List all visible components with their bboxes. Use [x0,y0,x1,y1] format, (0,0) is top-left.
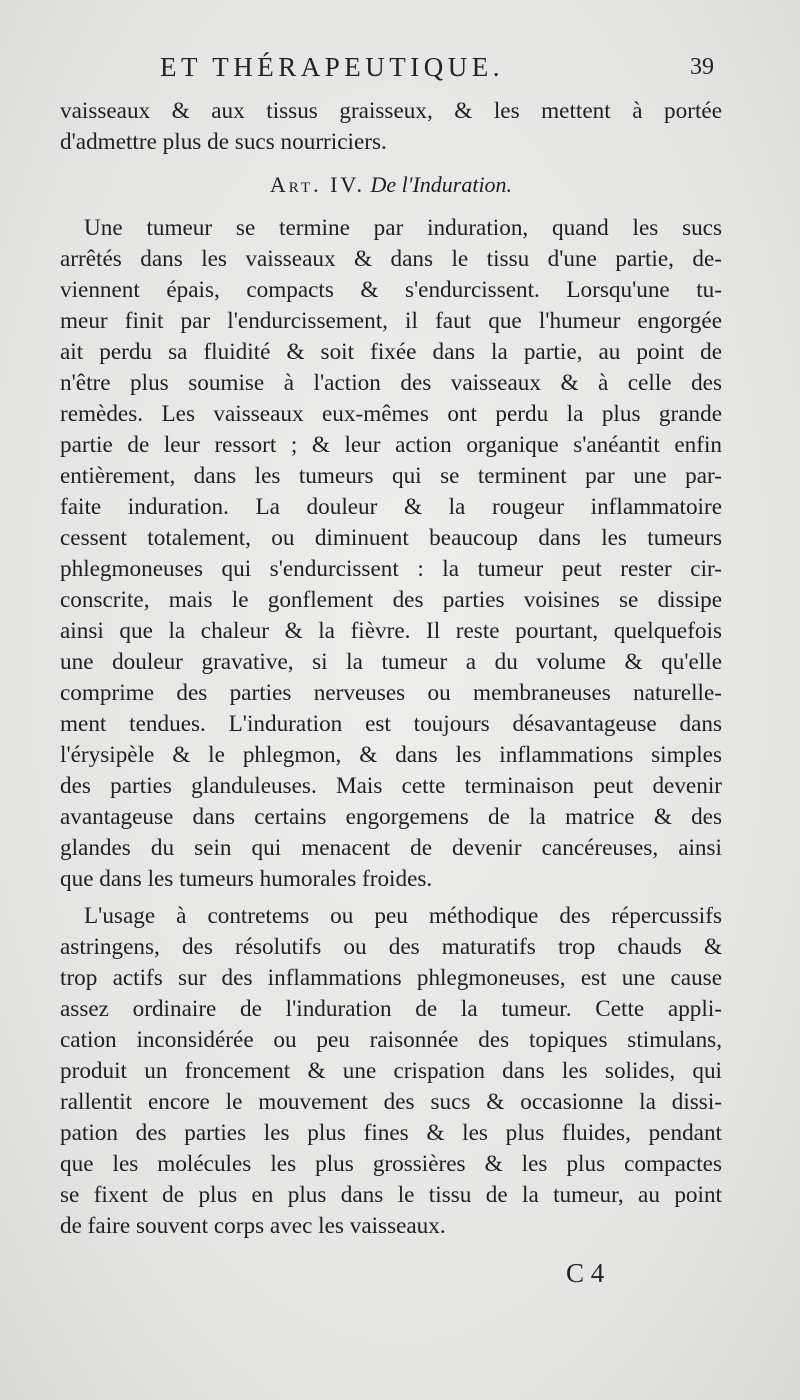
text-line: viennent épais, compacts & s'endurcissent. Lorsqu'une tu- [60,277,722,303]
paragraph-induration-causes [60,901,722,1242]
text-line: ment tendues. L'induration est toujours désavantageuse dans [60,711,722,737]
text-line: faite induration. La douleur & la rougeur inflammatoire [60,494,722,520]
text-line: de faire souvent corps avec les vaisseaux. [60,1213,446,1239]
section-heading [60,169,722,200]
signature-mark: C 4 [566,1258,605,1288]
text-line: L'usage à contretems ou peu méthodique des répercussifs [84,903,722,929]
text-line: se fixent de plus en plus dans le tissu de la tumeur, au point [60,1182,722,1208]
text-line: produit un froncement & une crispation dans les solides, qui [60,1058,722,1084]
text-line: glandes du sein qui menacent de devenir cancéreuses, ainsi [60,835,722,861]
text-line: Une tumeur se termine par induration, quand les sucs [84,215,722,241]
article-number: Art. IV. [269,172,365,197]
section-subtitle: De l'Induration. [370,172,513,197]
text-line: phlegmoneuses qui s'endurcissent : la tumeur peut rester cir- [60,556,722,582]
paragraph-induration-definition [60,213,722,895]
text-line: cessent totalement, ou diminuent beaucoup dans les tumeurs [60,525,722,551]
text-line: meur finit par l'endurcissement, il faut que l'humeur engorgée [60,308,722,334]
running-head [0,52,800,92]
text-line: l'érysipèle & le phlegmon, & dans les inflammations simples [60,742,722,768]
text-block [60,96,722,1242]
text-line: d'admettre plus de sucs nourriciers. [60,129,387,155]
running-title: ET THÉRAPEUTIQUE. [160,52,504,82]
text-line: partie de leur ressort ; & leur action organique s'anéantit enfin [60,432,722,458]
text-line: remèdes. Les vaisseaux eux-mêmes ont perdu la plus grande [60,401,722,427]
page-number: 39 [690,54,714,80]
text-line: entièrement, dans les tumeurs qui se terminent par une par- [60,463,722,489]
text-line: pation des parties les plus fines & les plus fluides, pendant [60,1120,722,1146]
text-line: que les molécules les plus grossières & les plus compactes [60,1151,722,1177]
text-line: rallentit encore le mouvement des sucs & occasionne la dissi- [60,1089,722,1115]
text-line: ait perdu sa fluidité & soit fixée dans la partie, au point de [60,339,722,365]
text-line: une douleur gravative, si la tumeur a du volume & qu'elle [60,649,722,675]
text-line: n'être plus soumise à l'action des vaisseaux & à celle des [60,370,722,396]
text-line: assez ordinaire de l'induration de la tumeur. Cette appli- [60,996,722,1022]
text-line: avantageuse dans certains engorgemens de la matrice & des [60,804,722,830]
text-line: comprime des parties nerveuses ou membraneuses naturelle- [60,680,722,706]
text-line: conscrite, mais le gonflement des parties voisines se dissipe [60,587,722,613]
text-line: trop actifs sur des inflammations phlegmoneuses, est une cause [60,965,722,991]
text-line: arrêtés dans les vaisseaux & dans le tissu d'une partie, de- [60,246,722,272]
text-line: que dans les tumeurs humorales froides. [60,866,433,892]
text-line: cation inconsidérée ou peu raisonnée des topiques stimulans, [60,1027,722,1053]
text-line: ainsi que la chaleur & la fièvre. Il reste pourtant, quelquefois [60,618,722,644]
text-line: astringens, des résolutifs ou des maturatifs trop chauds & [60,934,722,960]
text-line: vaisseaux & aux tissus graisseux, & les mettent à portée [60,98,722,124]
text-line: des parties glanduleuses. Mais cette terminaison peut devenir [60,773,722,799]
